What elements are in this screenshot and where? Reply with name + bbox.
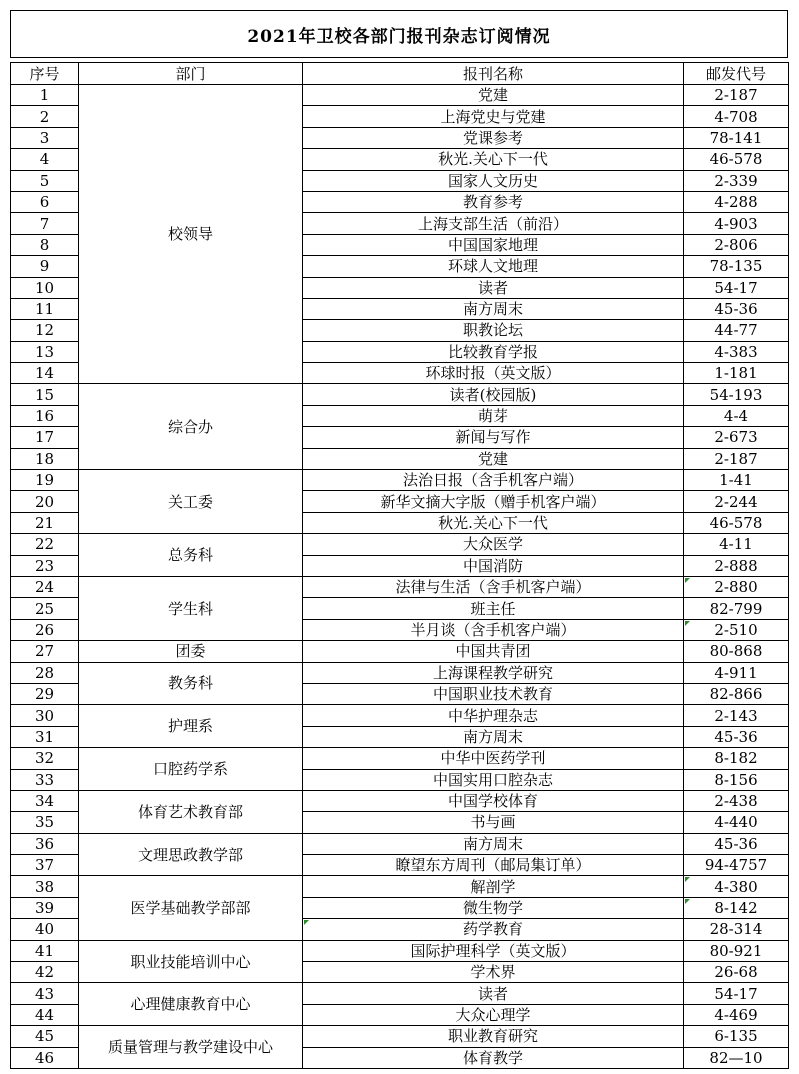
publication-name: 党建 xyxy=(303,448,684,469)
row-number: 34 xyxy=(11,790,79,811)
row-number: 44 xyxy=(11,1004,79,1025)
row-number: 5 xyxy=(11,170,79,191)
publication-name: 班主任 xyxy=(303,598,684,619)
row-number: 45 xyxy=(11,1026,79,1047)
header-no: 序号 xyxy=(11,63,79,85)
row-number: 10 xyxy=(11,277,79,298)
row-number: 37 xyxy=(11,855,79,876)
publication-name: 南方周末 xyxy=(303,833,684,854)
postal-code: 46-578 xyxy=(684,149,789,170)
row-number: 19 xyxy=(11,470,79,491)
postal-code: 44-77 xyxy=(684,320,789,341)
row-number: 16 xyxy=(11,405,79,426)
postal-code: 80-921 xyxy=(684,940,789,961)
postal-code: 2-143 xyxy=(684,705,789,726)
publication-name: 大众医学 xyxy=(303,534,684,555)
publication-name: 解剖学 xyxy=(303,876,684,897)
postal-code: 2-880 xyxy=(684,576,789,597)
row-number: 15 xyxy=(11,384,79,405)
publication-name: 中国实用口腔杂志 xyxy=(303,769,684,790)
row-number: 14 xyxy=(11,363,79,384)
publication-name: 法治日报（含手机客户端） xyxy=(303,470,684,491)
table-row xyxy=(11,790,789,811)
postal-code: 80-868 xyxy=(684,641,789,662)
department-cell: 学生科 xyxy=(79,576,303,640)
department-cell: 校领导 xyxy=(79,85,303,384)
row-number: 12 xyxy=(11,320,79,341)
department-cell: 心理健康教育中心 xyxy=(79,983,303,1026)
table-row xyxy=(11,940,789,961)
row-number: 31 xyxy=(11,726,79,747)
department-cell: 医学基础教学部部 xyxy=(79,876,303,940)
postal-code: 2-888 xyxy=(684,555,789,576)
postal-code: 4-4 xyxy=(684,405,789,426)
postal-code: 54-17 xyxy=(684,983,789,1004)
row-number: 2 xyxy=(11,106,79,127)
postal-code: 2-339 xyxy=(684,170,789,191)
department-cell: 职业技能培训中心 xyxy=(79,940,303,983)
row-number: 38 xyxy=(11,876,79,897)
header-code: 邮发代号 xyxy=(684,63,789,85)
publication-name: 上海课程教学研究 xyxy=(303,662,684,683)
row-number: 6 xyxy=(11,191,79,212)
postal-code: 4-708 xyxy=(684,106,789,127)
postal-code: 8-142 xyxy=(684,897,789,918)
postal-code: 4-11 xyxy=(684,534,789,555)
publication-name: 读者 xyxy=(303,277,684,298)
postal-code: 4-469 xyxy=(684,1004,789,1025)
publication-name: 书与画 xyxy=(303,812,684,833)
postal-code: 78-135 xyxy=(684,256,789,277)
publication-name: 职教论坛 xyxy=(303,320,684,341)
postal-code: 2-510 xyxy=(684,619,789,640)
publication-name: 党课参考 xyxy=(303,127,684,148)
postal-code: 4-903 xyxy=(684,213,789,234)
publication-name: 秋光.关心下一代 xyxy=(303,149,684,170)
postal-code: 4-380 xyxy=(684,876,789,897)
publication-name: 南方周末 xyxy=(303,726,684,747)
postal-code: 8-156 xyxy=(684,769,789,790)
department-cell: 综合办 xyxy=(79,384,303,470)
postal-code: 45-36 xyxy=(684,298,789,319)
row-number: 3 xyxy=(11,127,79,148)
postal-code: 82-799 xyxy=(684,598,789,619)
postal-code: 1-41 xyxy=(684,470,789,491)
department-cell: 总务科 xyxy=(79,534,303,577)
publication-name: 中国职业技术教育 xyxy=(303,683,684,704)
row-number: 1 xyxy=(11,85,79,106)
table-row xyxy=(11,470,789,491)
publication-name: 上海支部生活（前沿） xyxy=(303,213,684,234)
table-row xyxy=(11,662,789,683)
row-number: 33 xyxy=(11,769,79,790)
publication-name: 中国学校体育 xyxy=(303,790,684,811)
publication-name: 中华中医药学刊 xyxy=(303,748,684,769)
publication-name: 党建 xyxy=(303,85,684,106)
publication-name: 学术界 xyxy=(303,962,684,983)
table-row xyxy=(11,983,789,1004)
row-number: 28 xyxy=(11,662,79,683)
department-cell: 口腔药学系 xyxy=(79,748,303,791)
publication-name: 大众心理学 xyxy=(303,1004,684,1025)
row-number: 22 xyxy=(11,534,79,555)
postal-code: 45-36 xyxy=(684,833,789,854)
publication-name: 上海党史与党建 xyxy=(303,106,684,127)
postal-code: 4-288 xyxy=(684,191,789,212)
row-number: 7 xyxy=(11,213,79,234)
row-number: 25 xyxy=(11,598,79,619)
row-number: 39 xyxy=(11,897,79,918)
publication-name: 体育教学 xyxy=(303,1047,684,1068)
postal-code: 4-911 xyxy=(684,662,789,683)
row-number: 21 xyxy=(11,512,79,533)
publication-name: 药学教育 xyxy=(303,919,684,940)
table-row xyxy=(11,85,789,106)
publication-name: 读者 xyxy=(303,983,684,1004)
table-row xyxy=(11,833,789,854)
publication-name: 秋光.关心下一代 xyxy=(303,512,684,533)
row-number: 41 xyxy=(11,940,79,961)
row-number: 30 xyxy=(11,705,79,726)
subscription-table xyxy=(10,62,789,1069)
postal-code: 82-866 xyxy=(684,683,789,704)
postal-code: 2-806 xyxy=(684,234,789,255)
row-number: 26 xyxy=(11,619,79,640)
row-number: 4 xyxy=(11,149,79,170)
table-row xyxy=(11,876,789,897)
postal-code: 54-193 xyxy=(684,384,789,405)
postal-code: 45-36 xyxy=(684,726,789,747)
publication-name: 中华护理杂志 xyxy=(303,705,684,726)
row-number: 36 xyxy=(11,833,79,854)
table-row xyxy=(11,576,789,597)
row-number: 20 xyxy=(11,491,79,512)
row-number: 43 xyxy=(11,983,79,1004)
postal-code: 2-187 xyxy=(684,448,789,469)
publication-name: 半月谈（含手机客户端） xyxy=(303,619,684,640)
row-number: 18 xyxy=(11,448,79,469)
postal-code: 1-181 xyxy=(684,363,789,384)
publication-name: 比较教育学报 xyxy=(303,341,684,362)
department-cell: 文理思政教学部 xyxy=(79,833,303,876)
department-cell: 关工委 xyxy=(79,470,303,534)
table-row xyxy=(11,641,789,662)
postal-code: 54-17 xyxy=(684,277,789,298)
postal-code: 28-314 xyxy=(684,919,789,940)
row-number: 35 xyxy=(11,812,79,833)
postal-code: 82—10 xyxy=(684,1047,789,1068)
row-number: 42 xyxy=(11,962,79,983)
publication-name: 环球人文地理 xyxy=(303,256,684,277)
publication-name: 南方周末 xyxy=(303,298,684,319)
publication-name: 微生物学 xyxy=(303,897,684,918)
publication-name: 国家人文历史 xyxy=(303,170,684,191)
header-dept: 部门 xyxy=(79,63,303,85)
table-row xyxy=(11,748,789,769)
row-number: 17 xyxy=(11,427,79,448)
publication-name: 瞭望东方周刊（邮局集订单） xyxy=(303,855,684,876)
table-row xyxy=(11,1026,789,1047)
table-row xyxy=(11,384,789,405)
row-number: 40 xyxy=(11,919,79,940)
row-number: 13 xyxy=(11,341,79,362)
header-row xyxy=(11,63,789,85)
table-row xyxy=(11,534,789,555)
postal-code: 2-187 xyxy=(684,85,789,106)
postal-code: 26-68 xyxy=(684,962,789,983)
row-number: 32 xyxy=(11,748,79,769)
postal-code: 94-4757 xyxy=(684,855,789,876)
row-number: 46 xyxy=(11,1047,79,1068)
row-number: 27 xyxy=(11,641,79,662)
department-cell: 护理系 xyxy=(79,705,303,748)
row-number: 9 xyxy=(11,256,79,277)
postal-code: 2-244 xyxy=(684,491,789,512)
publication-name: 法律与生活（含手机客户端） xyxy=(303,576,684,597)
publication-name: 国际护理科学（英文版） xyxy=(303,940,684,961)
postal-code: 6-135 xyxy=(684,1026,789,1047)
postal-code: 2-673 xyxy=(684,427,789,448)
department-cell: 体育艺术教育部 xyxy=(79,790,303,833)
postal-code: 4-383 xyxy=(684,341,789,362)
row-number: 29 xyxy=(11,683,79,704)
header-name: 报刊名称 xyxy=(303,63,684,85)
row-number: 23 xyxy=(11,555,79,576)
postal-code: 4-440 xyxy=(684,812,789,833)
department-cell: 教务科 xyxy=(79,662,303,705)
publication-name: 环球时报（英文版） xyxy=(303,363,684,384)
publication-name: 中国共青团 xyxy=(303,641,684,662)
postal-code: 2-438 xyxy=(684,790,789,811)
publication-name: 萌芽 xyxy=(303,405,684,426)
publication-name: 职业教育研究 xyxy=(303,1026,684,1047)
postal-code: 46-578 xyxy=(684,512,789,533)
publication-name: 教育参考 xyxy=(303,191,684,212)
department-cell: 团委 xyxy=(79,641,303,662)
row-number: 11 xyxy=(11,298,79,319)
publication-name: 读者(校园版) xyxy=(303,384,684,405)
publication-name: 新华文摘大字版（赠手机客户端） xyxy=(303,491,684,512)
publication-name: 新闻与写作 xyxy=(303,427,684,448)
row-number: 24 xyxy=(11,576,79,597)
table-body xyxy=(11,85,789,1069)
publication-name: 中国国家地理 xyxy=(303,234,684,255)
page-title: 2021年卫校各部门报刊杂志订阅情况 xyxy=(10,10,788,58)
table-row xyxy=(11,705,789,726)
row-number: 8 xyxy=(11,234,79,255)
postal-code: 78-141 xyxy=(684,127,789,148)
publication-name: 中国消防 xyxy=(303,555,684,576)
postal-code: 8-182 xyxy=(684,748,789,769)
department-cell: 质量管理与教学建设中心 xyxy=(79,1026,303,1069)
